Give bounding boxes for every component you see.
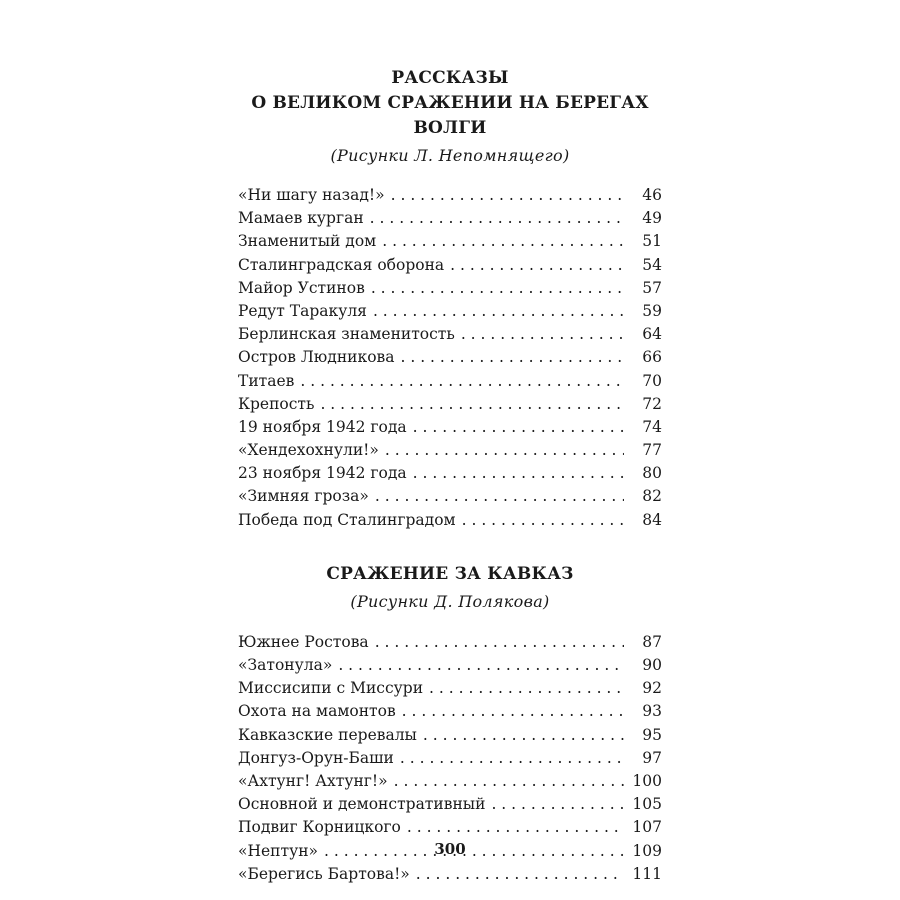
toc-entry-page: 92 (642, 679, 662, 698)
toc-entry-title: «Затонула» (238, 656, 333, 674)
toc-entry-page: 77 (642, 441, 662, 460)
dot-leader (382, 230, 624, 253)
toc-entry (238, 230, 662, 253)
section-heading-line-2: О ВЕЛИКОМ СРАЖЕНИИ НА БЕРЕГАХ ВОЛГИ (251, 93, 649, 138)
dot-leader (373, 300, 624, 323)
toc-entry (238, 462, 662, 485)
toc-entry-title: Победа под Сталинградом (238, 510, 456, 529)
toc-entry (238, 184, 662, 207)
toc-entry-page: 70 (642, 371, 662, 390)
toc-entry-title: Остров Людникова (238, 348, 395, 367)
toc-entry-page: 64 (642, 325, 662, 344)
toc-entry-title: «Ни шагу назад!» (238, 186, 385, 204)
dot-leader (450, 254, 624, 277)
toc-entry (238, 700, 662, 723)
toc-entry (238, 654, 662, 677)
toc-entry-title: «Ахтунг! Ахтунг!» (238, 771, 388, 790)
toc-entry (238, 631, 662, 654)
toc-entry-title: Основной и демонстративный (238, 795, 486, 814)
toc-entry (238, 416, 662, 439)
toc-entry-page: 51 (642, 232, 662, 251)
dot-leader (429, 677, 624, 700)
toc-entry-title: Южнее Ростова (238, 632, 369, 651)
toc-entry (238, 346, 662, 369)
section-caucasus (238, 562, 662, 886)
section-heading-line-1: РАССКАЗЫ (391, 68, 509, 88)
dot-leader (375, 631, 624, 654)
toc-entry-title: Берлинская знаменитость (238, 325, 455, 344)
toc-entry-title: «Хендехохнули!» (238, 441, 379, 460)
dot-leader (391, 184, 624, 207)
toc-entry-page: 80 (642, 464, 662, 483)
page-number: 300 (434, 840, 466, 858)
toc-entry (238, 485, 662, 508)
toc-entry-page: 90 (642, 656, 662, 674)
toc-entry-title: Редут Таракуля (238, 301, 367, 320)
toc-entry-title: «Берегись Бартова!» (238, 864, 410, 883)
dot-leader (491, 793, 624, 816)
toc-entry (238, 300, 662, 323)
toc-entry-title: 23 ноября 1942 года (238, 464, 407, 483)
toc-entry (238, 509, 662, 532)
dot-leader (375, 485, 624, 508)
dot-leader (394, 770, 624, 793)
toc-entry-title: Титаев (238, 371, 295, 390)
dot-leader (416, 863, 624, 886)
toc-entry-page: 59 (642, 301, 662, 320)
toc-entry (238, 770, 662, 793)
dot-leader (413, 462, 624, 485)
toc-entry-title: Крепость (238, 394, 315, 413)
toc-entry-page: 46 (642, 186, 662, 204)
toc-list (238, 184, 662, 532)
toc-entry-title: Знаменитый дом (238, 232, 377, 251)
toc-entry (238, 724, 662, 747)
toc-entry-title: Майор Устинов (238, 278, 365, 297)
toc-entry (238, 370, 662, 393)
dot-leader (407, 816, 624, 839)
toc-entry-page: 57 (642, 278, 662, 297)
toc-entry (238, 277, 662, 300)
dot-leader (462, 509, 624, 532)
toc-entry-page: 72 (642, 394, 662, 413)
dot-leader (413, 416, 624, 439)
dot-leader (370, 207, 624, 230)
toc-entry-page: 54 (642, 255, 662, 274)
toc-entry-page: 82 (642, 487, 662, 506)
dot-leader (385, 439, 624, 462)
dot-leader (320, 393, 624, 416)
section-illustrator-credit: (Рисунки Л. Непомнящего) (330, 146, 570, 165)
dot-leader (401, 346, 625, 369)
dot-leader (402, 700, 624, 723)
toc-entry (238, 677, 662, 700)
toc-entry-page: 111 (632, 864, 662, 883)
dot-leader (300, 370, 624, 393)
toc-entry-page: 97 (642, 748, 662, 767)
toc-entry-title: «Зимняя гроза» (238, 487, 369, 506)
toc-entry-title: «Нептун» (238, 841, 319, 860)
toc-entry-page: 109 (632, 841, 662, 860)
toc-entry-title: 19 ноября 1942 года (238, 417, 407, 436)
toc-entry (238, 393, 662, 416)
toc-entry (238, 323, 662, 346)
dot-leader (371, 277, 624, 300)
toc-entry-page: 66 (642, 348, 662, 367)
toc-entry-title: Сталинградская оборона (238, 255, 445, 274)
dot-leader (423, 724, 624, 747)
toc-entry (238, 816, 662, 839)
toc-entry-title: Миссисипи с Миссури (238, 679, 424, 698)
toc-entry-title: Донгуз-Орун-Баши (238, 748, 394, 767)
toc-entry-title: Охота на мамонтов (238, 702, 396, 721)
toc-entry-page: 87 (642, 632, 662, 651)
toc-entry-page: 84 (642, 510, 662, 529)
toc-entry (238, 254, 662, 277)
section-heading-line-1: СРАЖЕНИЕ ЗА КАВКАЗ (326, 563, 574, 584)
section-stalingrad (238, 66, 662, 532)
toc-entry (238, 747, 662, 770)
toc-entry-page: 49 (642, 209, 662, 228)
toc-entry-page: 105 (632, 795, 662, 814)
section-illustrator-credit: (Рисунки Д. Полякова) (350, 591, 550, 611)
toc-entry (238, 207, 662, 230)
toc-entry-page: 74 (642, 417, 662, 436)
toc-entry-page: 100 (632, 771, 662, 790)
dot-leader (338, 654, 624, 677)
toc-entry-title: Мамаев курган (238, 209, 364, 228)
toc-entry-page: 107 (632, 818, 662, 837)
toc-entry-page: 93 (642, 702, 662, 721)
toc-entry (238, 863, 662, 886)
toc-page (238, 66, 662, 886)
toc-entry-title: Кавказские перевалы (238, 725, 417, 744)
toc-entry-page: 95 (642, 725, 662, 744)
toc-entry (238, 439, 662, 462)
dot-leader (400, 747, 624, 770)
toc-entry-title: Подвиг Корницкого (238, 818, 401, 837)
dot-leader (461, 323, 624, 346)
toc-entry (238, 793, 662, 816)
